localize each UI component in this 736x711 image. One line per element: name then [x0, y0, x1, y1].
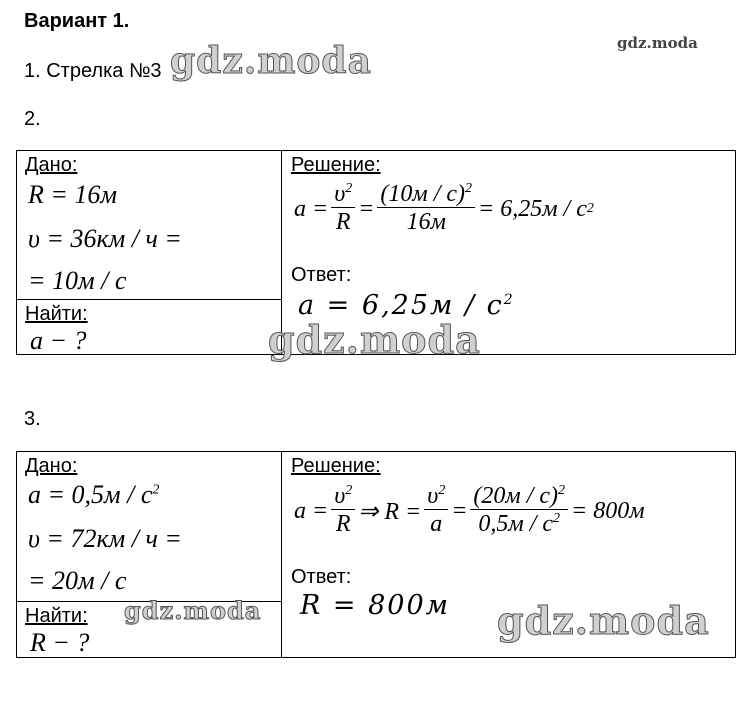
solution-label: Решение:: [291, 154, 381, 176]
formula-part: a =: [294, 195, 329, 222]
solution-label: Решение:: [291, 455, 381, 477]
solution-formula: [294, 484, 645, 539]
numerator: υ: [427, 483, 439, 509]
find-value: a − ?: [30, 326, 87, 355]
fraction: [470, 484, 568, 539]
formula-result: = 6,25м / с: [478, 195, 587, 222]
answer-label: Ответ:: [291, 566, 352, 588]
denominator: 16м: [406, 209, 446, 236]
given-line: R = 16м: [28, 180, 118, 209]
numerator: υ: [334, 181, 346, 207]
table-divider: [281, 451, 282, 658]
item-3-number: 3.: [24, 408, 41, 430]
numerator: υ: [334, 483, 346, 509]
exponent: 2: [586, 201, 594, 217]
answer-label: Ответ:: [291, 264, 352, 286]
given-line: = 20м / с: [28, 566, 127, 595]
exponent: 2: [558, 483, 566, 498]
exponent: 2: [152, 482, 160, 498]
numerator: (10м / с): [380, 181, 466, 207]
exponent: 2: [465, 181, 473, 196]
denominator: 0,5м / с: [478, 511, 554, 538]
item-1-text: 1. Стрелка №3: [24, 60, 162, 82]
watermark: gdz.moda: [124, 596, 262, 625]
formula-part: ⇒ R =: [358, 498, 422, 525]
given-line: $a = 0,5м / с^2$: [28, 480, 160, 509]
exponent: 2: [553, 511, 561, 527]
given-line: = 10м / с: [28, 266, 127, 295]
answer-value: R = 800м: [300, 590, 451, 621]
denominator: R: [335, 511, 351, 538]
fraction: [377, 182, 475, 237]
formula-part: =: [358, 195, 375, 222]
watermark: gdz.moda: [617, 34, 698, 52]
given-line: υ = 72км / ч =: [28, 524, 182, 553]
given-label: Дано:: [25, 455, 78, 477]
solution-formula: [294, 182, 594, 237]
numerator: (20м / с): [473, 483, 559, 509]
find-label: Найти:: [25, 605, 88, 627]
fraction: [331, 182, 355, 237]
denominator: R: [335, 209, 351, 236]
fraction: [424, 484, 448, 539]
denominator: a: [430, 511, 443, 538]
answer-value: $a = 6,25м / с^2$: [298, 290, 515, 321]
exponent: 2: [503, 292, 515, 308]
formula-result: = 800м: [571, 497, 645, 524]
table-divider: [16, 299, 281, 300]
watermark: gdz.moda: [268, 317, 481, 362]
fraction: [331, 484, 355, 539]
exponent: 2: [345, 181, 353, 196]
watermark: gdz.moda: [170, 40, 372, 82]
formula-part: a =: [294, 497, 329, 524]
given-label: Дано:: [25, 154, 78, 176]
item-2-number: 2.: [24, 108, 41, 130]
find-label: Найти:: [25, 303, 88, 325]
page-title: Вариант 1.: [24, 10, 130, 32]
given-line: υ = 36км / ч =: [28, 224, 182, 253]
find-value: R − ?: [30, 628, 90, 657]
formula-part: =: [451, 497, 468, 524]
watermark: gdz.moda: [497, 598, 710, 643]
exponent: 2: [345, 483, 353, 498]
exponent: 2: [438, 483, 446, 498]
